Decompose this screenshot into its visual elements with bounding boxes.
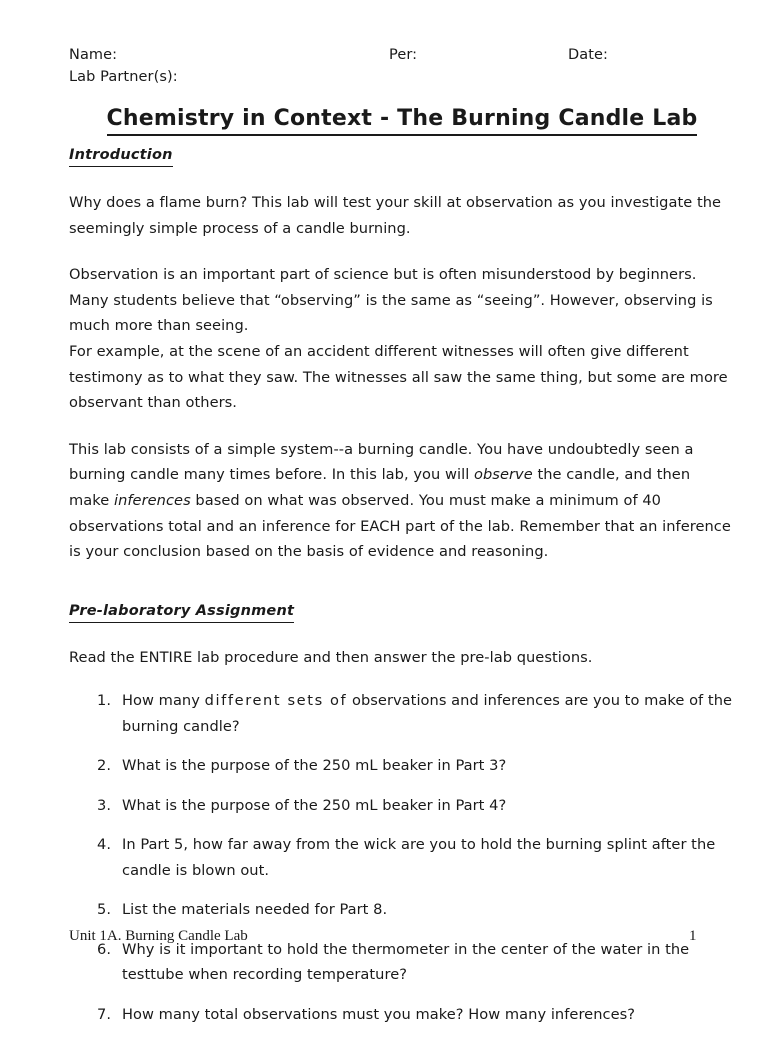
date-label: Date: [568,47,609,63]
introduction-heading-text: Introduction [69,146,173,167]
prelab-lead-in: Read the ENTIRE lab procedure and then answer the pre-lab questions. [69,648,593,666]
paragraph-3-segment-3: based on what was observed. You must make a minimum of 40 observations total and an inference for EACH part of the lab. Remember that an inference is your conclusion based on the basis of evidence and reasoning. [69,491,731,561]
list-item-text-before: How many total observations must you make? How many inferences? [122,1005,636,1023]
list-item-number: 2. [97,757,112,775]
list-item-number: 6. [97,940,112,958]
footer-left-text: Unit 1A. Burning Candle Lab [69,928,248,944]
list-item-text-before: In Part 5, how far away from the wick are you to hold the burning splint after the candle is blown out. [122,836,716,879]
lab-partners-label: Lab Partner(s): [69,69,178,85]
introduction-paragraph-2-line-b: For example, at the scene of an accident different witnesses will often give different testimony as to what they saw. The witnesses all saw the same thing, but some are more observant than others. [69,342,728,412]
list-item-number: 7. [97,1005,112,1023]
paragraph-3-emphasis-observe: observe [474,466,533,484]
list-item-text-before: What is the purpose of the 250 mL beaker in Part 3? [122,757,507,775]
page-title [69,106,735,136]
page-title-text: Chemistry in Context - The Burning Candle Lab [107,106,698,136]
prelab-heading [69,602,735,623]
paragraph-3-emphasis-inferences: inferences [113,491,191,509]
list-item-text-before: What is the purpose of the 250 mL beaker in Part 4? [122,796,507,814]
list-item-text-before: How many [122,692,205,710]
prelab-heading-text: Pre-laboratory Assignment [69,602,294,623]
header-line-1 [69,44,735,66]
list-item [69,688,735,739]
introduction-heading [69,146,735,167]
period-label: Per: [389,47,418,63]
paragraph-3-segment-2: the candle, and then make [69,466,691,509]
list-item [69,793,735,819]
introduction-paragraph-2 [69,262,735,416]
name-label: Name: [69,47,118,63]
list-item [69,753,735,779]
header-line-2 [69,66,735,88]
list-item-number: 1. [97,692,112,710]
list-item [69,897,735,923]
paragraph-3-segment-1: This lab consists of a simple system--a burning candle. You have undoubtedly seen a burning candle many times before. In this lab, you will [69,440,694,484]
document-body [69,146,735,1041]
header-fields [69,44,735,88]
list-item-text-spaced: different sets of [204,692,348,710]
list-item [69,832,735,883]
list-item-text-before: Why is it important to hold the thermometer in the center of the water in the testtube when recording temperature? [122,940,690,984]
list-item-text-before: List the materials needed for Part 8. [122,901,388,919]
list-item-text-after: observations and inferences are you to make of the burning candle? [122,692,733,735]
list-item-number: 3. [97,796,112,814]
introduction-paragraph-2-line-a: Observation is an important part of science but is often misunderstood by beginners. Many students believe that “observing” is the same as “seeing”. However, observing is much more than seeing. [69,266,713,335]
list-item [69,1002,735,1028]
list-item-number: 5. [97,901,112,919]
prelab-question-list [69,688,735,1027]
footer-page-number: 1 [689,928,697,944]
list-item-number: 4. [97,836,112,854]
introduction-paragraph-3 [69,437,735,565]
introduction-paragraph-1: Why does a flame burn? This lab will test your skill at observation as you investigate the seemingly simple process of a candle burning. [69,194,722,237]
